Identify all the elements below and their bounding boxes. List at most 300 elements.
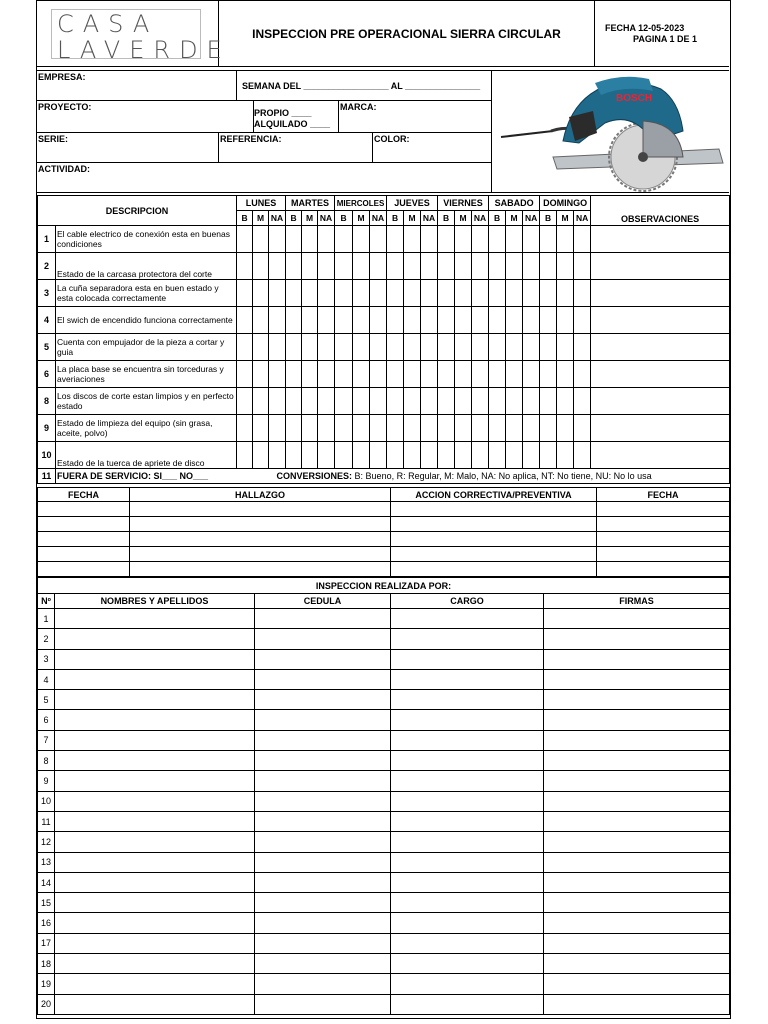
check-cell[interactable] xyxy=(269,415,286,442)
inspector-cell[interactable] xyxy=(55,832,255,852)
check-cell[interactable] xyxy=(404,226,421,253)
check-cell[interactable] xyxy=(286,334,302,361)
check-cell[interactable] xyxy=(506,226,523,253)
check-cell[interactable] xyxy=(370,415,387,442)
check-cell[interactable] xyxy=(438,307,455,334)
check-cell[interactable] xyxy=(302,442,318,469)
check-cell[interactable] xyxy=(269,226,286,253)
check-cell[interactable] xyxy=(237,388,253,415)
inspector-cell[interactable] xyxy=(55,629,255,649)
check-cell[interactable] xyxy=(387,334,404,361)
inspector-cell[interactable] xyxy=(55,730,255,750)
inspector-cell[interactable] xyxy=(391,872,544,892)
check-cell[interactable] xyxy=(302,280,318,307)
check-cell[interactable] xyxy=(286,253,302,280)
observation-cell[interactable] xyxy=(591,253,730,280)
check-cell[interactable] xyxy=(540,388,557,415)
check-cell[interactable] xyxy=(472,280,489,307)
check-cell[interactable] xyxy=(370,388,387,415)
inspector-cell[interactable] xyxy=(255,852,391,872)
check-cell[interactable] xyxy=(472,388,489,415)
inspector-cell[interactable] xyxy=(55,751,255,771)
check-cell[interactable] xyxy=(523,361,540,388)
check-cell[interactable] xyxy=(318,361,335,388)
inspector-cell[interactable] xyxy=(544,974,730,994)
inspector-cell[interactable] xyxy=(255,913,391,933)
check-cell[interactable] xyxy=(253,307,269,334)
check-cell[interactable] xyxy=(353,280,370,307)
check-cell[interactable] xyxy=(269,361,286,388)
hallazgo-cell[interactable] xyxy=(130,502,391,517)
check-cell[interactable] xyxy=(523,334,540,361)
check-cell[interactable] xyxy=(302,388,318,415)
inspector-cell[interactable] xyxy=(544,751,730,771)
check-cell[interactable] xyxy=(237,280,253,307)
check-cell[interactable] xyxy=(318,280,335,307)
check-cell[interactable] xyxy=(438,226,455,253)
check-cell[interactable] xyxy=(438,442,455,469)
check-cell[interactable] xyxy=(302,226,318,253)
observation-cell[interactable] xyxy=(591,226,730,253)
check-cell[interactable] xyxy=(455,253,472,280)
hallazgo-cell[interactable] xyxy=(130,562,391,577)
check-cell[interactable] xyxy=(237,415,253,442)
check-cell[interactable] xyxy=(404,442,421,469)
inspector-cell[interactable] xyxy=(391,649,544,669)
check-cell[interactable] xyxy=(506,361,523,388)
check-cell[interactable] xyxy=(574,334,591,361)
hallazgo-cell[interactable] xyxy=(597,562,730,577)
check-cell[interactable] xyxy=(557,415,574,442)
check-cell[interactable] xyxy=(438,361,455,388)
inspector-cell[interactable] xyxy=(55,771,255,791)
check-cell[interactable] xyxy=(318,334,335,361)
check-cell[interactable] xyxy=(489,388,506,415)
check-cell[interactable] xyxy=(557,361,574,388)
check-cell[interactable] xyxy=(404,388,421,415)
check-cell[interactable] xyxy=(253,415,269,442)
observation-cell[interactable] xyxy=(591,280,730,307)
check-cell[interactable] xyxy=(472,307,489,334)
check-cell[interactable] xyxy=(421,334,438,361)
check-cell[interactable] xyxy=(302,361,318,388)
check-cell[interactable] xyxy=(302,253,318,280)
check-cell[interactable] xyxy=(421,226,438,253)
check-cell[interactable] xyxy=(318,253,335,280)
inspector-cell[interactable] xyxy=(255,811,391,831)
check-cell[interactable] xyxy=(574,388,591,415)
inspector-cell[interactable] xyxy=(544,609,730,629)
check-cell[interactable] xyxy=(404,334,421,361)
inspeccion-title: INSPECCION REALIZADA POR: xyxy=(38,578,730,594)
inspector-cell[interactable] xyxy=(55,609,255,629)
check-cell[interactable] xyxy=(335,361,353,388)
inspector-cell[interactable] xyxy=(391,974,544,994)
observation-cell[interactable] xyxy=(591,307,730,334)
hallazgo-cell[interactable] xyxy=(391,547,597,562)
check-cell[interactable] xyxy=(387,388,404,415)
check-cell[interactable] xyxy=(318,388,335,415)
inspector-cell[interactable] xyxy=(544,629,730,649)
check-cell[interactable] xyxy=(574,442,591,469)
check-cell[interactable] xyxy=(523,280,540,307)
inspector-cell[interactable] xyxy=(544,690,730,710)
check-cell[interactable] xyxy=(318,307,335,334)
observation-cell[interactable] xyxy=(591,415,730,442)
check-cell[interactable] xyxy=(387,226,404,253)
inspector-cell[interactable] xyxy=(391,669,544,689)
inspector-cell[interactable] xyxy=(55,669,255,689)
check-cell[interactable] xyxy=(237,253,253,280)
check-cell[interactable] xyxy=(353,226,370,253)
check-cell[interactable] xyxy=(353,253,370,280)
check-cell[interactable] xyxy=(506,280,523,307)
inspector-cell[interactable] xyxy=(544,811,730,831)
inspector-cell[interactable] xyxy=(391,913,544,933)
fuera-servicio-label[interactable]: FUERA DE SERVICIO: SI___ NO___ xyxy=(56,469,237,484)
inspector-cell[interactable] xyxy=(255,609,391,629)
check-cell[interactable] xyxy=(253,253,269,280)
check-cell[interactable] xyxy=(540,253,557,280)
inspector-cell[interactable] xyxy=(255,933,391,953)
check-cell[interactable] xyxy=(269,334,286,361)
hallazgo-cell[interactable] xyxy=(597,502,730,517)
check-cell[interactable] xyxy=(370,226,387,253)
check-cell[interactable] xyxy=(370,334,387,361)
inspector-cell[interactable] xyxy=(55,649,255,669)
check-cell[interactable] xyxy=(455,388,472,415)
check-cell[interactable] xyxy=(404,415,421,442)
inspector-cell[interactable] xyxy=(255,690,391,710)
check-cell[interactable] xyxy=(540,415,557,442)
check-cell[interactable] xyxy=(387,361,404,388)
check-cell[interactable] xyxy=(421,415,438,442)
inspector-cell[interactable] xyxy=(255,730,391,750)
check-cell[interactable] xyxy=(438,334,455,361)
check-cell[interactable] xyxy=(286,307,302,334)
check-cell[interactable] xyxy=(370,442,387,469)
inspector-cell[interactable] xyxy=(391,690,544,710)
check-cell[interactable] xyxy=(540,361,557,388)
inspector-cell[interactable] xyxy=(55,933,255,953)
inspector-cell[interactable] xyxy=(544,771,730,791)
hallazgo-cell[interactable] xyxy=(391,517,597,532)
check-cell[interactable] xyxy=(506,334,523,361)
check-cell[interactable] xyxy=(286,280,302,307)
check-cell[interactable] xyxy=(506,442,523,469)
check-cell[interactable] xyxy=(455,442,472,469)
check-cell[interactable] xyxy=(404,307,421,334)
check-cell[interactable] xyxy=(489,280,506,307)
check-cell[interactable] xyxy=(574,253,591,280)
inspector-cell[interactable] xyxy=(544,710,730,730)
check-cell[interactable] xyxy=(286,226,302,253)
check-cell[interactable] xyxy=(455,361,472,388)
hallazgo-cell[interactable] xyxy=(38,547,130,562)
check-cell[interactable] xyxy=(506,415,523,442)
inspector-cell[interactable] xyxy=(391,629,544,649)
check-cell[interactable] xyxy=(335,334,353,361)
inspector-cell[interactable] xyxy=(544,669,730,689)
check-cell[interactable] xyxy=(353,361,370,388)
inspector-cell[interactable] xyxy=(255,994,391,1014)
hallazgo-cell[interactable] xyxy=(38,562,130,577)
check-cell[interactable] xyxy=(335,253,353,280)
check-cell[interactable] xyxy=(540,226,557,253)
check-cell[interactable] xyxy=(269,280,286,307)
inspector-cell[interactable] xyxy=(255,669,391,689)
check-cell[interactable] xyxy=(335,226,353,253)
check-cell[interactable] xyxy=(353,388,370,415)
hallazgo-cell[interactable] xyxy=(38,502,130,517)
hallazgo-cell[interactable] xyxy=(597,532,730,547)
check-cell[interactable] xyxy=(540,307,557,334)
check-cell[interactable] xyxy=(253,388,269,415)
check-cell[interactable] xyxy=(353,415,370,442)
observation-cell[interactable] xyxy=(591,334,730,361)
inspector-cell[interactable] xyxy=(255,649,391,669)
inspector-cell[interactable] xyxy=(255,710,391,730)
hallazgo-cell[interactable] xyxy=(38,517,130,532)
inspector-cell[interactable] xyxy=(391,832,544,852)
check-cell[interactable] xyxy=(506,253,523,280)
inspector-cell[interactable] xyxy=(55,954,255,974)
hallazgo-cell[interactable] xyxy=(38,532,130,547)
check-cell[interactable] xyxy=(455,280,472,307)
hallazgo-cell[interactable] xyxy=(391,562,597,577)
check-cell[interactable] xyxy=(557,226,574,253)
check-cell[interactable] xyxy=(237,442,253,469)
inspector-cell[interactable] xyxy=(55,690,255,710)
check-cell[interactable] xyxy=(237,307,253,334)
check-cell[interactable] xyxy=(421,442,438,469)
inspector-cell[interactable] xyxy=(255,791,391,811)
inspector-cell[interactable] xyxy=(391,954,544,974)
check-cell[interactable] xyxy=(455,307,472,334)
inspector-cell[interactable] xyxy=(544,649,730,669)
check-cell[interactable] xyxy=(523,388,540,415)
check-cell[interactable] xyxy=(286,415,302,442)
check-cell[interactable] xyxy=(318,442,335,469)
check-cell[interactable] xyxy=(286,442,302,469)
check-cell[interactable] xyxy=(523,253,540,280)
check-cell[interactable] xyxy=(438,388,455,415)
check-cell[interactable] xyxy=(253,442,269,469)
inspector-cell[interactable] xyxy=(391,933,544,953)
check-cell[interactable] xyxy=(370,253,387,280)
check-cell[interactable] xyxy=(253,361,269,388)
check-cell[interactable] xyxy=(387,415,404,442)
inspector-cell[interactable] xyxy=(55,994,255,1014)
check-cell[interactable] xyxy=(353,307,370,334)
hallazgo-cell[interactable] xyxy=(597,517,730,532)
inspector-cell[interactable] xyxy=(255,974,391,994)
check-cell[interactable] xyxy=(237,226,253,253)
check-cell[interactable] xyxy=(540,334,557,361)
check-cell[interactable] xyxy=(557,388,574,415)
inspector-cell[interactable] xyxy=(544,852,730,872)
inspector-cell[interactable] xyxy=(255,771,391,791)
check-cell[interactable] xyxy=(472,415,489,442)
check-cell[interactable] xyxy=(387,307,404,334)
inspector-cell[interactable] xyxy=(544,893,730,913)
inspector-cell[interactable] xyxy=(391,710,544,730)
inspector-cell[interactable] xyxy=(55,974,255,994)
check-cell[interactable] xyxy=(353,334,370,361)
observation-cell[interactable] xyxy=(591,442,730,469)
inspector-cell[interactable] xyxy=(391,771,544,791)
check-cell[interactable] xyxy=(421,388,438,415)
check-cell[interactable] xyxy=(472,226,489,253)
check-cell[interactable] xyxy=(335,415,353,442)
check-cell[interactable] xyxy=(574,226,591,253)
check-cell[interactable] xyxy=(421,280,438,307)
check-cell[interactable] xyxy=(523,307,540,334)
check-cell[interactable] xyxy=(269,307,286,334)
inspector-cell[interactable] xyxy=(391,609,544,629)
check-cell[interactable] xyxy=(489,415,506,442)
check-cell[interactable] xyxy=(506,307,523,334)
inspector-cell[interactable] xyxy=(391,994,544,1014)
inspector-cell[interactable] xyxy=(544,832,730,852)
check-cell[interactable] xyxy=(253,280,269,307)
inspector-cell[interactable] xyxy=(544,730,730,750)
check-cell[interactable] xyxy=(506,388,523,415)
check-cell[interactable] xyxy=(455,415,472,442)
inspector-cell[interactable] xyxy=(391,730,544,750)
check-cell[interactable] xyxy=(438,280,455,307)
check-cell[interactable] xyxy=(318,415,335,442)
check-cell[interactable] xyxy=(472,442,489,469)
inspector-cell[interactable] xyxy=(391,893,544,913)
check-cell[interactable] xyxy=(421,307,438,334)
check-cell[interactable] xyxy=(286,361,302,388)
check-cell[interactable] xyxy=(387,253,404,280)
check-cell[interactable] xyxy=(472,361,489,388)
check-cell[interactable] xyxy=(438,253,455,280)
inspector-cell[interactable] xyxy=(55,791,255,811)
inspector-cell[interactable] xyxy=(255,629,391,649)
check-cell[interactable] xyxy=(370,361,387,388)
check-cell[interactable] xyxy=(253,334,269,361)
inspector-cell[interactable] xyxy=(544,872,730,892)
check-cell[interactable] xyxy=(286,388,302,415)
check-cell[interactable] xyxy=(455,334,472,361)
check-cell[interactable] xyxy=(455,226,472,253)
check-cell[interactable] xyxy=(269,442,286,469)
check-cell[interactable] xyxy=(269,388,286,415)
check-cell[interactable] xyxy=(489,442,506,469)
inspector-cell[interactable] xyxy=(544,791,730,811)
inspector-cell[interactable] xyxy=(255,832,391,852)
check-cell[interactable] xyxy=(557,280,574,307)
inspector-cell[interactable] xyxy=(55,893,255,913)
check-cell[interactable] xyxy=(387,280,404,307)
check-cell[interactable] xyxy=(335,307,353,334)
check-cell[interactable] xyxy=(472,334,489,361)
hallazgo-cell[interactable] xyxy=(597,547,730,562)
check-cell[interactable] xyxy=(523,415,540,442)
check-cell[interactable] xyxy=(489,361,506,388)
check-cell[interactable] xyxy=(404,361,421,388)
check-cell[interactable] xyxy=(438,415,455,442)
inspector-cell[interactable] xyxy=(55,710,255,730)
observation-cell[interactable] xyxy=(591,361,730,388)
inspector-cell[interactable] xyxy=(544,954,730,974)
inspector-cell[interactable] xyxy=(391,791,544,811)
check-cell[interactable] xyxy=(370,307,387,334)
hallazgo-cell[interactable] xyxy=(130,517,391,532)
check-cell[interactable] xyxy=(574,307,591,334)
inspector-cell[interactable] xyxy=(391,811,544,831)
check-cell[interactable] xyxy=(489,334,506,361)
check-cell[interactable] xyxy=(353,442,370,469)
inspector-cell[interactable] xyxy=(391,751,544,771)
check-cell[interactable] xyxy=(557,253,574,280)
check-cell[interactable] xyxy=(335,388,353,415)
check-cell[interactable] xyxy=(523,442,540,469)
check-cell[interactable] xyxy=(557,442,574,469)
check-cell[interactable] xyxy=(557,334,574,361)
check-cell[interactable] xyxy=(540,280,557,307)
check-cell[interactable] xyxy=(489,253,506,280)
check-cell[interactable] xyxy=(237,361,253,388)
check-cell[interactable] xyxy=(302,307,318,334)
check-cell[interactable] xyxy=(421,361,438,388)
check-cell[interactable] xyxy=(237,334,253,361)
inspector-cell[interactable] xyxy=(391,852,544,872)
inspector-cell[interactable] xyxy=(55,913,255,933)
check-cell[interactable] xyxy=(540,442,557,469)
check-cell[interactable] xyxy=(523,226,540,253)
check-cell[interactable] xyxy=(489,226,506,253)
check-cell[interactable] xyxy=(318,226,335,253)
check-cell[interactable] xyxy=(387,442,404,469)
check-cell[interactable] xyxy=(472,253,489,280)
check-cell[interactable] xyxy=(253,226,269,253)
check-cell[interactable] xyxy=(557,307,574,334)
check-cell[interactable] xyxy=(574,280,591,307)
inspector-cell[interactable] xyxy=(55,811,255,831)
inspector-cell[interactable] xyxy=(544,913,730,933)
inspector-cell[interactable] xyxy=(544,994,730,1014)
check-cell[interactable] xyxy=(574,361,591,388)
inspector-cell[interactable] xyxy=(255,751,391,771)
inspector-cell[interactable] xyxy=(55,872,255,892)
inspector-cell[interactable] xyxy=(544,933,730,953)
check-cell[interactable] xyxy=(421,253,438,280)
inspector-cell[interactable] xyxy=(255,872,391,892)
check-cell[interactable] xyxy=(269,253,286,280)
hallazgo-cell[interactable] xyxy=(391,502,597,517)
check-cell[interactable] xyxy=(404,253,421,280)
check-cell[interactable] xyxy=(335,280,353,307)
check-cell[interactable] xyxy=(335,442,353,469)
observation-cell[interactable] xyxy=(591,388,730,415)
check-cell[interactable] xyxy=(370,280,387,307)
hallazgo-cell[interactable] xyxy=(130,547,391,562)
inspector-cell[interactable] xyxy=(255,893,391,913)
inspector-cell[interactable] xyxy=(255,954,391,974)
check-cell[interactable] xyxy=(302,415,318,442)
hallazgo-cell[interactable] xyxy=(391,532,597,547)
inspector-cell[interactable] xyxy=(55,852,255,872)
check-cell[interactable] xyxy=(302,334,318,361)
check-cell[interactable] xyxy=(574,415,591,442)
check-cell[interactable] xyxy=(489,307,506,334)
hallazgo-cell[interactable] xyxy=(130,532,391,547)
check-cell[interactable] xyxy=(404,280,421,307)
